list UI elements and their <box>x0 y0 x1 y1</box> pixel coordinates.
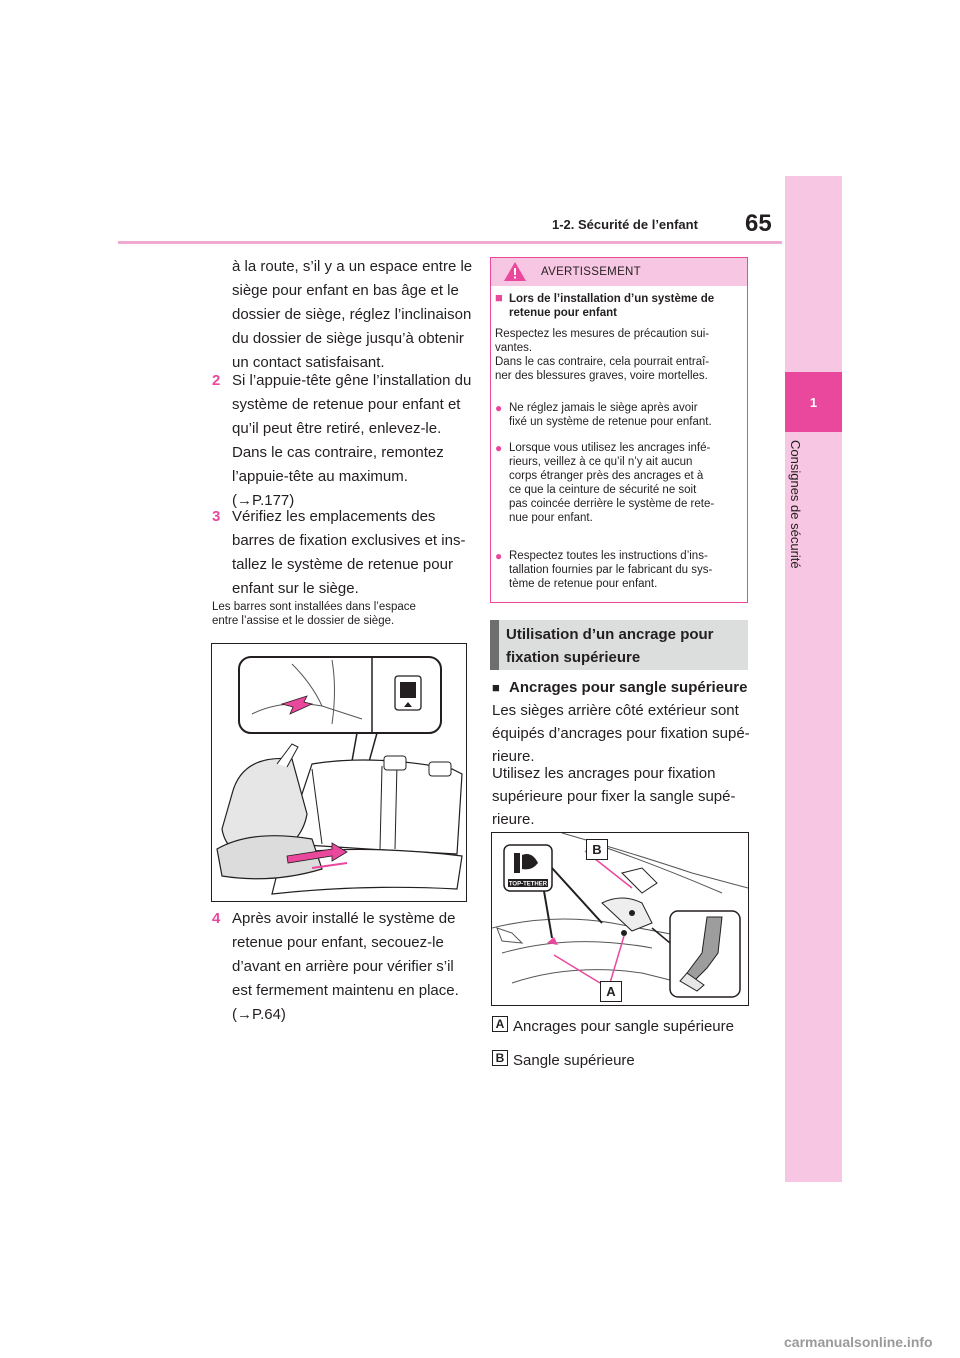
warning-bullet <box>495 401 743 429</box>
text-line: pas coincée derrière le système de rete- <box>509 498 715 510</box>
text-line: rieure. <box>492 811 535 828</box>
text-line: Respectez les mesures de précaution sui- <box>495 328 710 340</box>
text-line: vantes. <box>495 342 533 354</box>
text-line: un contact satisfaisant. <box>232 354 385 371</box>
text-line: rieurs, veillez à ce qu’il n’y ait aucun <box>509 456 693 468</box>
paragraph-2 <box>492 763 735 830</box>
text-line: l’appuie-tête au maximum. <box>232 468 408 485</box>
section-header: 1-2. Sécurité de l’enfant <box>552 217 698 232</box>
text-line: Les sièges arrière côté extérieur sont <box>492 702 739 719</box>
legend-text-a: Ancrages pour sangle supérieure <box>513 1018 734 1035</box>
text-line: Dans le cas contraire, cela pourrait entraî- <box>495 356 710 368</box>
text-line: nue pour enfant. <box>509 512 593 524</box>
legend-text-b: Sangle supérieure <box>513 1052 635 1069</box>
text-line: corps étranger près des ancrages et à <box>509 470 704 482</box>
legend-marker-b <box>492 1050 508 1066</box>
subheading-text: Ancrages pour sangle supérieure <box>509 679 748 696</box>
warning-title: AVERTISSEMENT <box>541 266 641 278</box>
text-line: Utilisez les ancrages pour fixation <box>492 765 716 782</box>
header-rule <box>118 241 782 244</box>
warning-triangle-icon <box>503 261 527 282</box>
text-line: siège pour enfant en bas âge et le <box>232 282 459 299</box>
paragraph-1 <box>492 700 750 767</box>
text-line: Si l’appuie-tête gêne l’installation du <box>232 372 472 389</box>
page-reference-link[interactable]: (→P.64) <box>232 1006 286 1023</box>
text-line: entre l’assise et le dossier de siège. <box>212 615 395 627</box>
text-line: tallation fournies par le fabricant du sys- <box>509 564 713 576</box>
chapter-title-vertical <box>783 440 805 580</box>
text-line: barres de fixation exclusives et ins- <box>232 532 466 549</box>
section-title <box>506 624 742 668</box>
text-line: Les barres sont installées dans l’espace <box>212 601 416 613</box>
tether-icon-text: TOP-TETHER <box>508 881 548 888</box>
text-line: ner des blessures graves, voire mortelles. <box>495 370 708 382</box>
text-line: équipés d’ancrages pour fixation supé- <box>492 725 750 742</box>
text-line: enfant sur le siège. <box>232 580 359 597</box>
text-line: fixation supérieure <box>506 649 641 666</box>
text-line: système de retenue pour enfant et <box>232 396 461 413</box>
warning-bullet <box>495 549 743 591</box>
warning-bullet <box>495 441 743 525</box>
text-line: supérieure pour fixer la sangle supé- <box>492 788 736 805</box>
text-line: rieure. <box>492 748 535 765</box>
legend-letter: B <box>492 1050 508 1066</box>
child-seat-figure <box>211 643 467 902</box>
text-line: Vérifiez les emplacements des <box>232 508 436 525</box>
note <box>212 600 416 628</box>
chapter-tab[interactable]: 1 <box>785 372 842 432</box>
square-bullet-icon: ■ <box>495 290 503 305</box>
figure-label-a: A <box>600 981 622 1002</box>
text-line: Respectez toutes les instructions d’ins- <box>509 550 708 562</box>
text-line: Après avoir installé le système de <box>232 910 456 927</box>
text-line: à la route, s’il y a un espace entre le <box>232 258 473 275</box>
child-seat-illustration <box>212 644 466 901</box>
text-line: Utilisation d’un ancrage pour <box>506 626 714 643</box>
square-bullet-icon: ■ <box>492 680 500 695</box>
text-line: retenue pour enfant, secouez-le <box>232 934 444 951</box>
text-line: d’avant en arrière pour vérifier s’il <box>232 958 454 975</box>
legend-letter: A <box>492 1016 508 1032</box>
text-line: retenue pour enfant <box>509 307 617 319</box>
step-number: 3 <box>212 508 221 525</box>
section-heading-accent <box>490 620 499 670</box>
top-tether-illustration <box>492 833 748 1005</box>
text-line: du dossier de siège jusqu’à obtenir <box>232 330 464 347</box>
step-number: 2 <box>212 372 221 389</box>
legend-marker-a <box>492 1016 508 1032</box>
warning-heading <box>495 292 743 320</box>
text-line: est fermement maintenu en place. <box>232 982 459 999</box>
text-line: ce que la ceinture de sécurité ne soit <box>509 484 697 496</box>
step-3 <box>212 506 465 599</box>
footer-watermark[interactable]: carmanualsonline.info <box>784 1334 933 1350</box>
round-bullet-icon: ● <box>495 401 503 415</box>
step-2 <box>212 370 471 511</box>
chapter-title-text: Consignes de sécurité <box>788 440 803 569</box>
round-bullet-icon: ● <box>495 441 503 455</box>
step-4 <box>212 908 459 1025</box>
intro-paragraph <box>232 256 472 373</box>
round-bullet-icon: ● <box>495 549 503 563</box>
text-line: tallez le système de retenue pour <box>232 556 453 573</box>
text-line: Lors de l’installation d’un système de <box>509 293 715 305</box>
text-line: Lorsque vous utilisez les ancrages infé- <box>509 442 711 454</box>
side-tab-band <box>785 176 842 1182</box>
text-line: fixé un système de retenue pour enfant. <box>509 416 712 428</box>
subheading <box>492 677 747 698</box>
step-number: 4 <box>212 910 221 927</box>
warning-intro <box>495 327 743 383</box>
text-line: Dans le cas contraire, remontez <box>232 444 444 461</box>
text-line: Ne réglez jamais le siège après avoir <box>509 402 698 414</box>
figure-label-b: B <box>586 839 608 860</box>
text-line: qu’il peut être retiré, enlevez-le. <box>232 420 442 437</box>
page-number: 65 <box>745 210 772 237</box>
page-reference-link[interactable]: (→P.177) <box>232 492 295 509</box>
top-tether-figure <box>491 832 749 1006</box>
text-line: tème de retenue pour enfant. <box>509 578 658 590</box>
text-line: dossier de siège, réglez l’inclinaison <box>232 306 472 323</box>
